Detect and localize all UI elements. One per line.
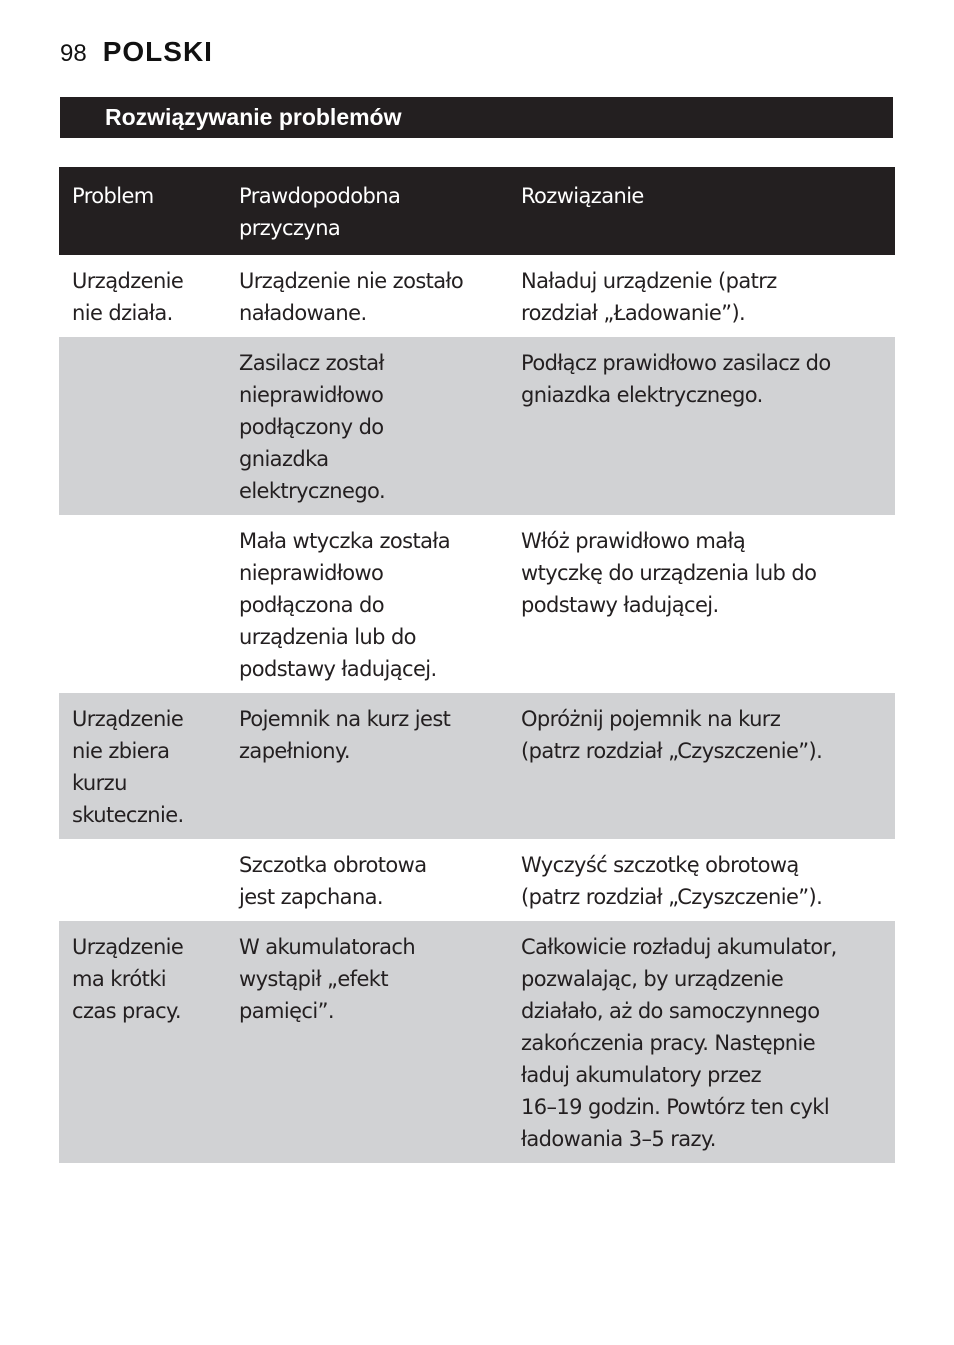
cell-problem: Urządzenie nie zbiera kurzu skutecznie. <box>72 707 184 827</box>
page-header <box>60 36 213 76</box>
table-row <box>59 255 895 337</box>
table-row <box>59 515 895 693</box>
cell-solution: Całkowicie rozładuj akumulator, pozwalając, by urządzenie działało, aż do samoczynnego zakończenia pracy. Następnie ładuj akumulatory przez 16–19 godzin. Powtórz ten cykl ładowania 3–5 razy. <box>521 935 837 1151</box>
section-title-bar <box>60 97 893 138</box>
cell-solution: Opróżnij pojemnik na kurz (patrz rozdział „Czyszczenie”). <box>521 707 823 763</box>
section-title: Rozwiązywanie problemów <box>105 104 402 130</box>
column-header-cause: Prawdopodobna przyczyna <box>239 184 401 240</box>
cell-cause: Urządzenie nie zostało naładowane. <box>239 269 464 325</box>
table-row <box>59 839 895 921</box>
cell-problem <box>59 839 226 921</box>
cell-cause: Mała wtyczka została nieprawidłowo podłączona do urządzenia lub do podstawy ładującej. <box>239 529 450 681</box>
table-row <box>59 337 895 515</box>
cell-problem <box>59 515 226 693</box>
column-header-problem: Problem <box>72 184 154 208</box>
cell-solution: Podłącz prawidłowo zasilacz do gniazdka elektrycznego. <box>521 351 831 407</box>
table-row <box>59 921 895 1163</box>
cell-cause: Szczotka obrotowa jest zapchana. <box>239 853 427 909</box>
page-number: 98 <box>60 40 87 67</box>
column-header-solution: Rozwiązanie <box>521 184 644 208</box>
table-header-row <box>59 167 895 255</box>
cell-solution: Wyczyść szczotkę obrotową (patrz rozdział „Czyszczenie”). <box>521 853 823 909</box>
cell-cause: W akumulatorach wystąpił „efekt pamięci”. <box>239 935 416 1023</box>
cell-solution: Naładuj urządzenie (patrz rozdział „Ładowanie”). <box>521 269 777 325</box>
cell-problem: Urządzenie ma krótki czas pracy. <box>72 935 184 1023</box>
language-heading: POLSKI <box>102 36 213 67</box>
cell-cause: Pojemnik na kurz jest zapełniony. <box>239 707 451 763</box>
cell-cause: Zasilacz został nieprawidłowo podłączony do gniazdka elektrycznego. <box>239 351 386 503</box>
table-row <box>59 693 895 839</box>
cell-problem: Urządzenie nie działa. <box>72 269 184 325</box>
troubleshooting-table <box>59 167 895 1163</box>
cell-solution: Włóż prawidłowo małą wtyczkę do urządzenia lub do podstawy ładującej. <box>521 529 817 617</box>
cell-problem <box>59 337 226 515</box>
